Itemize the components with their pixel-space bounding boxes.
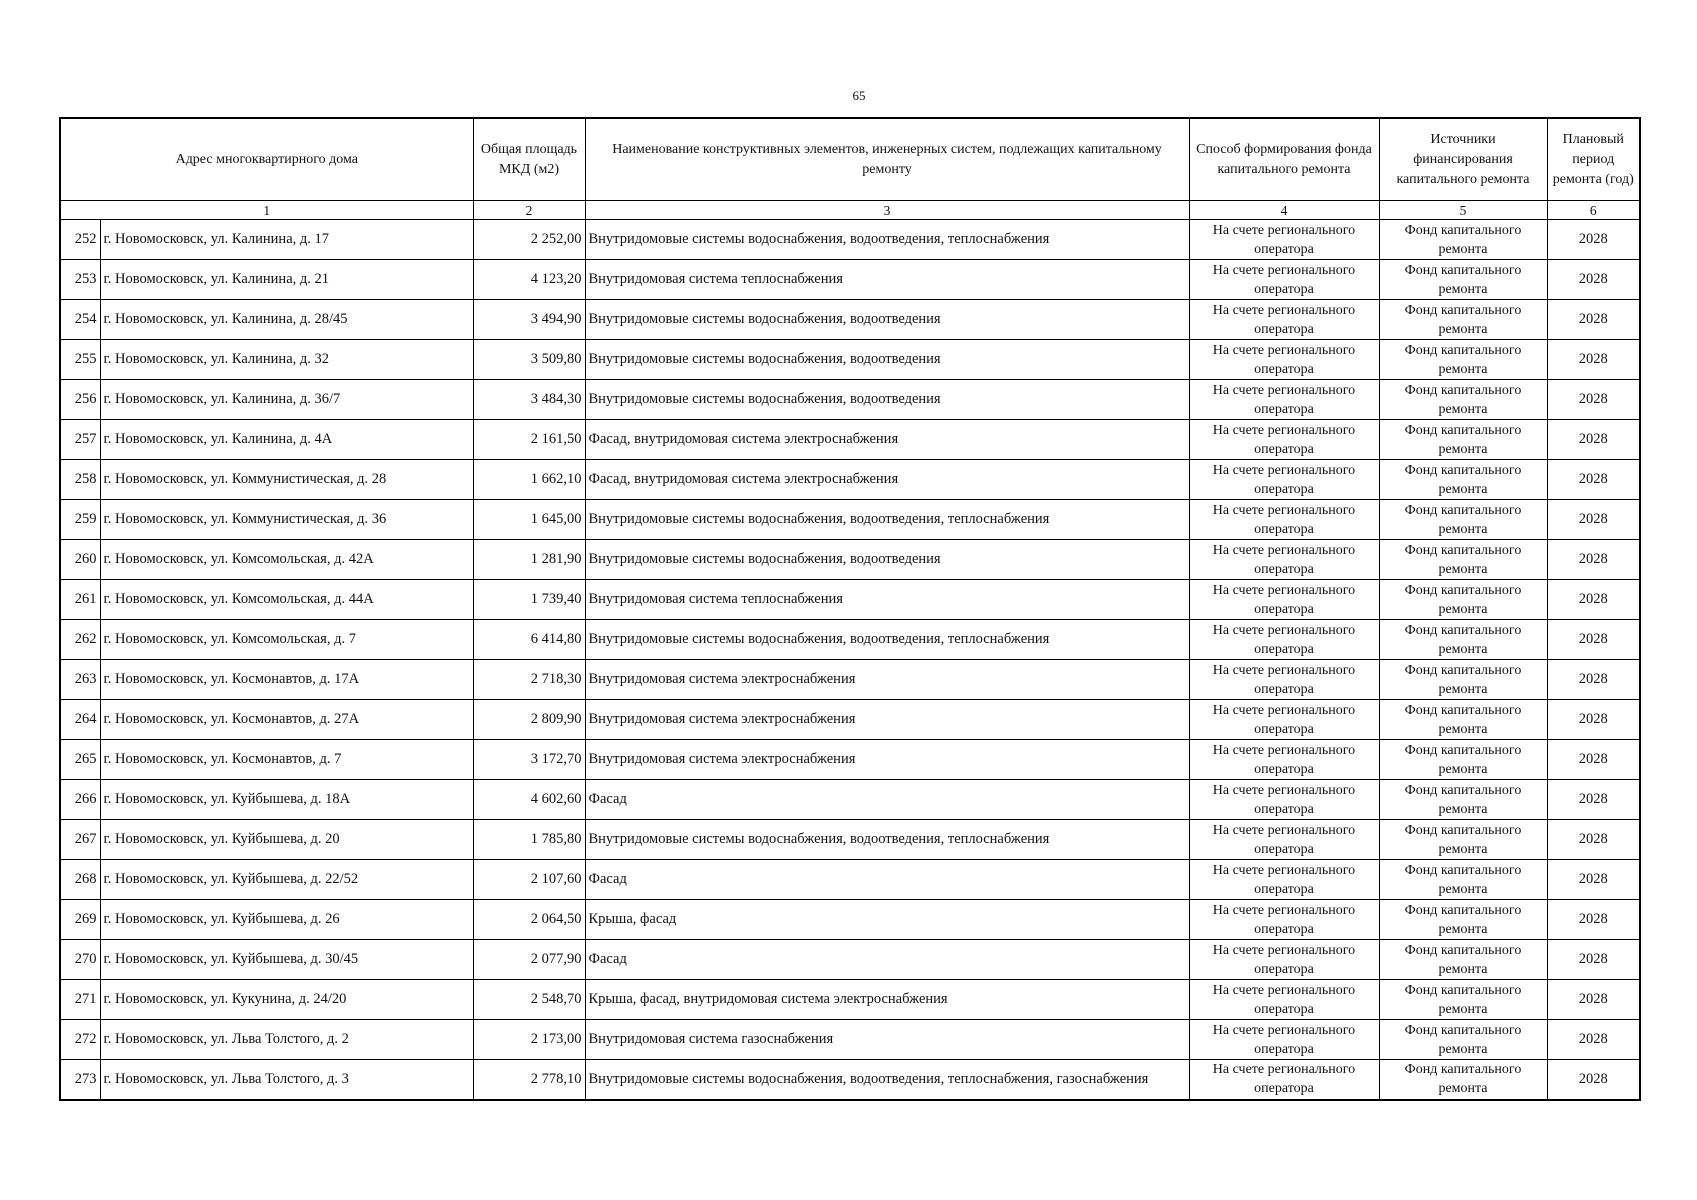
address-cell: г. Новомосковск, ул. Коммунистическая, д. 36 <box>100 500 473 540</box>
elements-cell: Внутридомовая система теплоснабжения <box>585 580 1189 620</box>
source-cell: Фонд капитального ремонта <box>1379 700 1547 740</box>
year-cell: 2028 <box>1547 820 1640 860</box>
row-number: 273 <box>60 1060 100 1100</box>
elements-cell: Крыша, фасад <box>585 900 1189 940</box>
address-cell: г. Новомосковск, ул. Коммунистическая, д. 28 <box>100 460 473 500</box>
elements-cell: Внутридомовые системы водоснабжения, водоотведения <box>585 380 1189 420</box>
area-cell: 2 548,70 <box>473 980 585 1020</box>
row-number: 253 <box>60 260 100 300</box>
area-cell: 3 509,80 <box>473 340 585 380</box>
table-row <box>60 1060 1640 1100</box>
elements-cell: Фасад <box>585 940 1189 980</box>
address-cell: г. Новомосковск, ул. Калинина, д. 17 <box>100 220 473 260</box>
row-number: 257 <box>60 420 100 460</box>
elements-cell: Внутридомовая система электроснабжения <box>585 740 1189 780</box>
source-cell: Фонд капитального ремонта <box>1379 380 1547 420</box>
area-cell: 2 107,60 <box>473 860 585 900</box>
row-number: 252 <box>60 220 100 260</box>
method-cell: На счете регионального оператора <box>1189 980 1379 1020</box>
elements-cell: Внутридомовые системы водоснабжения, водоотведения <box>585 300 1189 340</box>
address-cell: г. Новомосковск, ул. Калинина, д. 21 <box>100 260 473 300</box>
year-cell: 2028 <box>1547 340 1640 380</box>
elements-cell: Внутридомовая система газоснабжения <box>585 1020 1189 1060</box>
table-row <box>60 460 1640 500</box>
address-cell: г. Новомосковск, ул. Куйбышева, д. 26 <box>100 900 473 940</box>
table-row <box>60 860 1640 900</box>
year-cell: 2028 <box>1547 620 1640 660</box>
header-row <box>60 118 1640 201</box>
table-row <box>60 900 1640 940</box>
area-cell: 1 785,80 <box>473 820 585 860</box>
area-cell: 4 123,20 <box>473 260 585 300</box>
row-number: 263 <box>60 660 100 700</box>
table-row <box>60 620 1640 660</box>
method-cell: На счете регионального оператора <box>1189 420 1379 460</box>
elements-cell: Внутридомовые системы водоснабжения, водоотведения, теплоснабжения <box>585 620 1189 660</box>
area-cell: 2 252,00 <box>473 220 585 260</box>
method-cell: На счете регионального оператора <box>1189 660 1379 700</box>
year-cell: 2028 <box>1547 980 1640 1020</box>
address-cell: г. Новомосковск, ул. Кукунина, д. 24/20 <box>100 980 473 1020</box>
table-row <box>60 500 1640 540</box>
area-cell: 2 077,90 <box>473 940 585 980</box>
area-cell: 3 494,90 <box>473 300 585 340</box>
address-cell: г. Новомосковск, ул. Куйбышева, д. 30/45 <box>100 940 473 980</box>
area-cell: 2 718,30 <box>473 660 585 700</box>
elements-cell: Внутридомовая система электроснабжения <box>585 660 1189 700</box>
year-cell: 2028 <box>1547 540 1640 580</box>
elements-cell: Внутридомовые системы водоснабжения, водоотведения, теплоснабжения <box>585 820 1189 860</box>
year-cell: 2028 <box>1547 740 1640 780</box>
area-cell: 2 173,00 <box>473 1020 585 1060</box>
address-cell: г. Новомосковск, ул. Космонавтов, д. 17А <box>100 660 473 700</box>
source-cell: Фонд капитального ремонта <box>1379 580 1547 620</box>
source-cell: Фонд капитального ремонта <box>1379 780 1547 820</box>
row-number: 265 <box>60 740 100 780</box>
table-row <box>60 220 1640 260</box>
address-cell: г. Новомосковск, ул. Калинина, д. 32 <box>100 340 473 380</box>
table-row <box>60 380 1640 420</box>
source-cell: Фонд капитального ремонта <box>1379 860 1547 900</box>
table-row <box>60 580 1640 620</box>
table-row <box>60 1020 1640 1060</box>
header-source: Источники финансирования капитального ремонта <box>1379 118 1547 201</box>
table-row <box>60 980 1640 1020</box>
method-cell: На счете регионального оператора <box>1189 500 1379 540</box>
table-row <box>60 740 1640 780</box>
row-number: 264 <box>60 700 100 740</box>
column-number: 5 <box>1379 201 1547 220</box>
address-cell: г. Новомосковск, ул. Льва Толстого, д. 2 <box>100 1020 473 1060</box>
header-area: Общая площадь МКД (м2) <box>473 118 585 201</box>
source-cell: Фонд капитального ремонта <box>1379 660 1547 700</box>
elements-cell: Внутридомовые системы водоснабжения, водоотведения, теплоснабжения <box>585 500 1189 540</box>
row-number: 255 <box>60 340 100 380</box>
table-row <box>60 780 1640 820</box>
year-cell: 2028 <box>1547 700 1640 740</box>
area-cell: 6 414,80 <box>473 620 585 660</box>
row-number: 256 <box>60 380 100 420</box>
address-cell: г. Новомосковск, ул. Куйбышева, д. 18А <box>100 780 473 820</box>
elements-cell: Крыша, фасад, внутридомовая система электроснабжения <box>585 980 1189 1020</box>
table-row <box>60 260 1640 300</box>
source-cell: Фонд капитального ремонта <box>1379 820 1547 860</box>
elements-cell: Внутридомовая система теплоснабжения <box>585 260 1189 300</box>
column-number: 6 <box>1547 201 1640 220</box>
address-cell: г. Новомосковск, ул. Комсомольская, д. 7 <box>100 620 473 660</box>
method-cell: На счете регионального оператора <box>1189 900 1379 940</box>
row-number: 259 <box>60 500 100 540</box>
year-cell: 2028 <box>1547 380 1640 420</box>
row-number: 258 <box>60 460 100 500</box>
table-row <box>60 300 1640 340</box>
method-cell: На счете регионального оператора <box>1189 300 1379 340</box>
table-row <box>60 820 1640 860</box>
address-cell: г. Новомосковск, ул. Калинина, д. 28/45 <box>100 300 473 340</box>
method-cell: На счете регионального оператора <box>1189 260 1379 300</box>
method-cell: На счете регионального оператора <box>1189 540 1379 580</box>
table-row <box>60 540 1640 580</box>
table-row <box>60 340 1640 380</box>
elements-cell: Фасад, внутридомовая система электроснабжения <box>585 460 1189 500</box>
area-cell: 1 281,90 <box>473 540 585 580</box>
elements-cell: Внутридомовые системы водоснабжения, водоотведения, теплоснабжения, газоснабжения <box>585 1060 1189 1100</box>
year-cell: 2028 <box>1547 500 1640 540</box>
address-cell: г. Новомосковск, ул. Куйбышева, д. 22/52 <box>100 860 473 900</box>
header-elements: Наименование конструктивных элементов, инженерных систем, подлежащих капитальному ремонту <box>585 118 1189 201</box>
source-cell: Фонд капитального ремонта <box>1379 1060 1547 1100</box>
elements-cell: Внутридомовая система электроснабжения <box>585 700 1189 740</box>
table-row <box>60 420 1640 460</box>
row-number: 272 <box>60 1020 100 1060</box>
method-cell: На счете регионального оператора <box>1189 740 1379 780</box>
page-number: 65 <box>852 88 866 103</box>
address-cell: г. Новомосковск, ул. Комсомольская, д. 44А <box>100 580 473 620</box>
area-cell: 1 739,40 <box>473 580 585 620</box>
column-number: 2 <box>473 201 585 220</box>
address-cell: г. Новомосковск, ул. Комсомольская, д. 42А <box>100 540 473 580</box>
method-cell: На счете регионального оператора <box>1189 820 1379 860</box>
elements-cell: Внутридомовые системы водоснабжения, водоотведения <box>585 340 1189 380</box>
column-number: 1 <box>60 201 473 220</box>
row-number: 269 <box>60 900 100 940</box>
year-cell: 2028 <box>1547 780 1640 820</box>
source-cell: Фонд капитального ремонта <box>1379 740 1547 780</box>
source-cell: Фонд капитального ремонта <box>1379 940 1547 980</box>
source-cell: Фонд капитального ремонта <box>1379 260 1547 300</box>
method-cell: На счете регионального оператора <box>1189 220 1379 260</box>
area-cell: 3 484,30 <box>473 380 585 420</box>
year-cell: 2028 <box>1547 660 1640 700</box>
source-cell: Фонд капитального ремонта <box>1379 1020 1547 1060</box>
method-cell: На счете регионального оператора <box>1189 1020 1379 1060</box>
row-number: 254 <box>60 300 100 340</box>
header-address: Адрес многоквартирного дома <box>60 118 473 201</box>
year-cell: 2028 <box>1547 900 1640 940</box>
address-cell: г. Новомосковск, ул. Куйбышева, д. 20 <box>100 820 473 860</box>
address-cell: г. Новомосковск, ул. Космонавтов, д. 7 <box>100 740 473 780</box>
year-cell: 2028 <box>1547 420 1640 460</box>
source-cell: Фонд капитального ремонта <box>1379 620 1547 660</box>
year-cell: 2028 <box>1547 300 1640 340</box>
year-cell: 2028 <box>1547 940 1640 980</box>
method-cell: На счете регионального оператора <box>1189 1060 1379 1100</box>
area-cell: 2 161,50 <box>473 420 585 460</box>
row-number: 268 <box>60 860 100 900</box>
method-cell: На счете регионального оператора <box>1189 340 1379 380</box>
column-number: 3 <box>585 201 1189 220</box>
address-cell: г. Новомосковск, ул. Калинина, д. 4А <box>100 420 473 460</box>
year-cell: 2028 <box>1547 1020 1640 1060</box>
address-cell: г. Новомосковск, ул. Космонавтов, д. 27А <box>100 700 473 740</box>
row-number: 260 <box>60 540 100 580</box>
address-cell: г. Новомосковск, ул. Калинина, д. 36/7 <box>100 380 473 420</box>
header-period: Плановый период ремонта (год) <box>1547 118 1640 201</box>
method-cell: На счете регионального оператора <box>1189 860 1379 900</box>
area-cell: 1 662,10 <box>473 460 585 500</box>
source-cell: Фонд капитального ремонта <box>1379 300 1547 340</box>
row-number: 267 <box>60 820 100 860</box>
table-row <box>60 660 1640 700</box>
elements-cell: Фасад <box>585 860 1189 900</box>
table-row <box>60 940 1640 980</box>
row-number: 261 <box>60 580 100 620</box>
area-cell: 1 645,00 <box>473 500 585 540</box>
row-number: 266 <box>60 780 100 820</box>
table-body <box>60 220 1640 1100</box>
elements-cell: Фасад, внутридомовая система электроснабжения <box>585 420 1189 460</box>
address-cell: г. Новомосковск, ул. Льва Толстого, д. 3 <box>100 1060 473 1100</box>
row-number: 270 <box>60 940 100 980</box>
method-cell: На счете регионального оператора <box>1189 460 1379 500</box>
year-cell: 2028 <box>1547 460 1640 500</box>
method-cell: На счете регионального оператора <box>1189 780 1379 820</box>
year-cell: 2028 <box>1547 860 1640 900</box>
table-row <box>60 700 1640 740</box>
method-cell: На счете регионального оператора <box>1189 700 1379 740</box>
source-cell: Фонд капитального ремонта <box>1379 460 1547 500</box>
area-cell: 3 172,70 <box>473 740 585 780</box>
source-cell: Фонд капитального ремонта <box>1379 500 1547 540</box>
method-cell: На счете регионального оператора <box>1189 580 1379 620</box>
column-number: 4 <box>1189 201 1379 220</box>
repair-register-table <box>59 117 1641 1101</box>
year-cell: 2028 <box>1547 1060 1640 1100</box>
area-cell: 2 064,50 <box>473 900 585 940</box>
header-method: Способ формирования фонда капитального ремонта <box>1189 118 1379 201</box>
column-number-row <box>60 201 1640 220</box>
source-cell: Фонд капитального ремонта <box>1379 900 1547 940</box>
row-number: 262 <box>60 620 100 660</box>
area-cell: 2 778,10 <box>473 1060 585 1100</box>
elements-cell: Внутридомовые системы водоснабжения, водоотведения, теплоснабжения <box>585 220 1189 260</box>
year-cell: 2028 <box>1547 580 1640 620</box>
source-cell: Фонд капитального ремонта <box>1379 540 1547 580</box>
method-cell: На счете регионального оператора <box>1189 940 1379 980</box>
row-number: 271 <box>60 980 100 1020</box>
source-cell: Фонд капитального ремонта <box>1379 980 1547 1020</box>
year-cell: 2028 <box>1547 220 1640 260</box>
source-cell: Фонд капитального ремонта <box>1379 340 1547 380</box>
elements-cell: Фасад <box>585 780 1189 820</box>
source-cell: Фонд капитального ремонта <box>1379 220 1547 260</box>
method-cell: На счете регионального оператора <box>1189 620 1379 660</box>
source-cell: Фонд капитального ремонта <box>1379 420 1547 460</box>
elements-cell: Внутридомовые системы водоснабжения, водоотведения <box>585 540 1189 580</box>
area-cell: 2 809,90 <box>473 700 585 740</box>
method-cell: На счете регионального оператора <box>1189 380 1379 420</box>
year-cell: 2028 <box>1547 260 1640 300</box>
area-cell: 4 602,60 <box>473 780 585 820</box>
